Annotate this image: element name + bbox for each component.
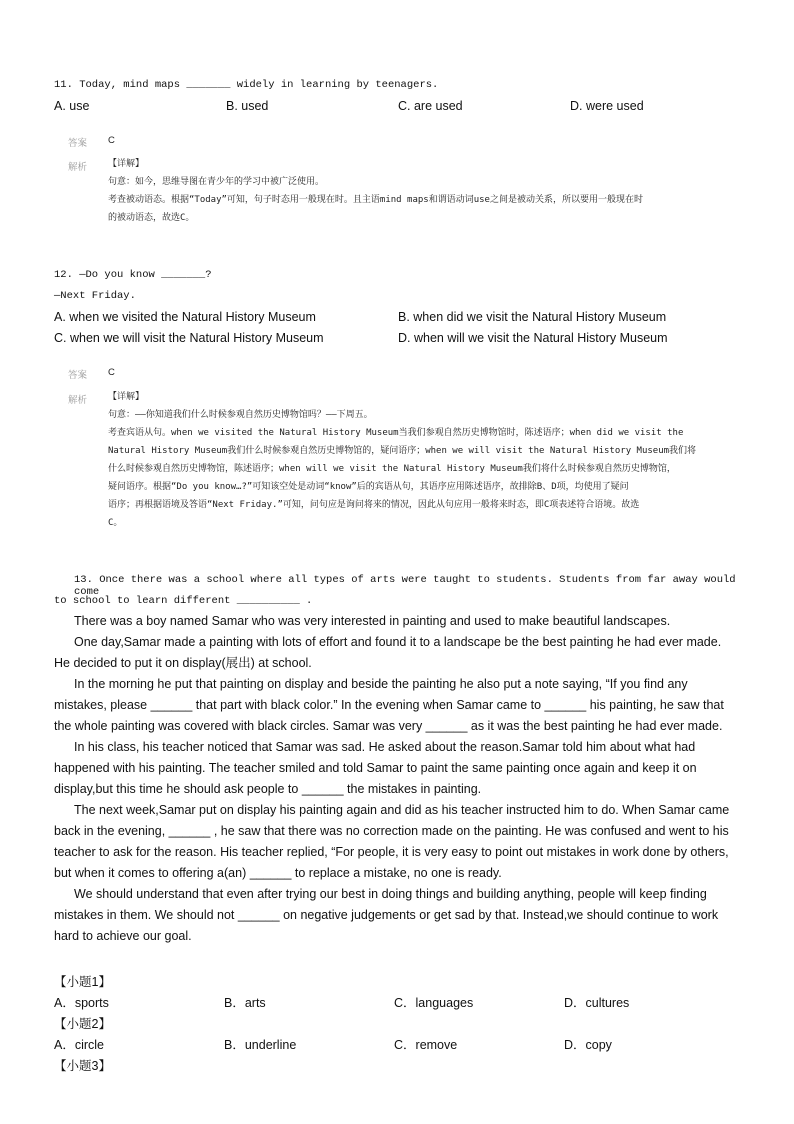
q11-stem: 11. Today, mind maps _______ widely in learning by teenagers. [54,79,439,91]
sub2-option-a: A．circle [54,1038,105,1052]
q11-option-c: C. are used [398,99,463,113]
sub-question-2-label: 【小题2】 [54,1017,111,1031]
q11-explain-line: 考查被动语态。根据“Today”可知，句子时态用一般现在时。且主语mind maps和谓语动词use之间是被动关系，所以要用一般现在时 [108,195,643,205]
sub2-option-c: C．remove [394,1038,458,1052]
sub1-option-d: D．cultures [564,996,630,1010]
q12-explain-line: Natural History Museum我们什么时候参观自然历史博物馆的，疑问语序；when we will visit the Natural History Museum我们将 [108,446,697,456]
sub2-option-b: B．underline [224,1038,297,1052]
passage-paragraph: In the morning he put that painting on display and beside the painting he also put a note saying, “If you find any mistakes, please ______ that part with black color.” In the evening when Samar came to ______ his painting, he saw that the whole painting was covered with black circles. Samar was very ______ as it was the best painting he had ever made. [54,677,724,733]
q12-explain-line: 句意：——你知道我们什么时候参观自然历史博物馆吗？——下周五。 [108,410,373,420]
q12-explain-line: C。 [108,518,123,528]
sub1-option-b: B．arts [224,996,266,1010]
q12-answer: C [108,367,115,378]
q12-option-a: A. when we visited the Natural History Museum [54,310,316,324]
q11-option-d: D. were used [570,99,644,113]
q13-stem-line2: to school to learn different __________ . [54,595,313,607]
q12-option-b: B. when did we visit the Natural History Museum [398,310,667,324]
q11-explain-tag: 【详解】 [108,159,145,169]
q12-explain-line: 疑问语序。根据“Do you know…?”可知该空处是动词“know”后的宾语从句，其语序应用陈述语序，故排除B、D项，均使用了疑问 [108,482,629,492]
q12-explain-tag: 【详解】 [108,392,145,402]
q12-explain-line: 考查宾语从句。when we visited the Natural History Museum当我们参观自然历史博物馆时，陈述语序；when did we visit the [108,428,684,438]
passage-paragraph: The next week,Samar put on display his painting again and did as his teacher instructed him to do. When Samar came back in the evening, ______ , he saw that there was no correction made on the painting. He was confused and went to his teacher to ask for the reason. His teacher replied, “For people, it is very easy to point out mistakes in work done by others, but when it comes to offering a(an) ______ to replace a mistake, no one is ready. [54,803,730,880]
sub2-option-d: D．copy [564,1038,612,1052]
q11-option-b: B. used [226,99,269,113]
q12-reply: —Next Friday. [54,290,136,302]
q12-explanation [108,388,728,532]
q13-passage [54,611,738,947]
q11-explain-line: 的被动语态，故选C。 [108,213,195,223]
q11-answer-label: 答案 [68,138,88,149]
q12-stem: 12. —Do you know _______? [54,269,212,281]
q11-explain-line: 句意：如今，思维导图在青少年的学习中被广泛使用。 [108,177,325,187]
sub1-option-c: C．languages [394,996,474,1010]
sub-question-3-label: 【小题3】 [54,1059,111,1073]
q11-option-a: A. use [54,99,90,113]
passage-paragraph: One day,Samar made a painting with lots of effort and found it to a landscape be the best painting he had ever made. He decided to put it on display(展出) at school. [54,635,722,670]
q12-option-d: D. when will we visit the Natural History Museum [398,331,668,345]
q13-stem-line1: 13. Once there was a school where all types of arts were taught to students. Students from far away would come [74,574,736,598]
q11-answer: C [108,135,115,146]
q12-explain-line: 语序；再根据语境及答语“Next Friday.”可知，问句应是询问将来的情况，因此从句应用一般将来时态，即C项表述符合语境。故选 [108,500,640,510]
q12-answer-label: 答案 [68,370,88,381]
q12-analysis-label: 解析 [68,395,88,406]
passage-paragraph: In his class, his teacher noticed that Samar was sad. He asked about the reason.Samar told him about what had happened with his painting. The teacher smiled and told Samar to paint the same painting once again and keep it on display,but this time he should ask people to ______ the mistakes in painting. [54,740,697,796]
passage-paragraph: We should understand that even after trying our best in doing things and building anything, people will keep finding mistakes in them. We should not ______ on negative judgements or get sad by that. Instead,we should continue to work hard to achieve our goal. [54,887,719,943]
passage-paragraph: There was a boy named Samar who was very interested in painting and used to make beautiful landscapes. [74,614,671,628]
q12-option-c: C. when we will visit the Natural History Museum [54,331,324,345]
sub1-option-a: A．sports [54,996,109,1010]
sub-question-1-label: 【小题1】 [54,975,111,989]
q12-explain-line: 什么时候参观自然历史博物馆，陈述语序；when will we visit the Natural History Museum我们将什么时候参观自然历史博物馆， [108,464,676,474]
q11-analysis-label: 解析 [68,162,88,173]
q11-explanation [108,155,728,227]
